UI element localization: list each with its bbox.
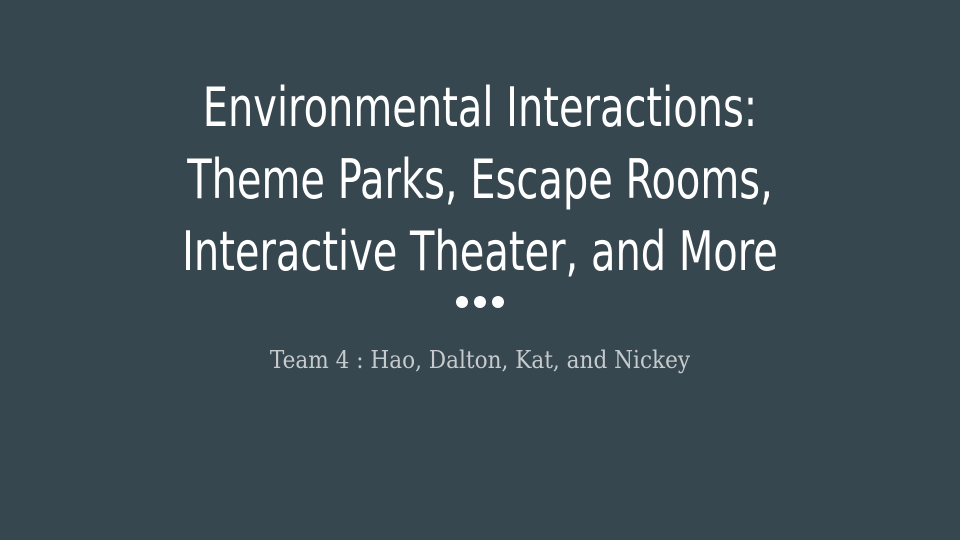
slide-title-line-1: Environmental Interactions:	[202, 76, 758, 139]
dot-icon	[474, 296, 486, 308]
dot-icon	[456, 296, 468, 308]
slide-title	[125, 72, 835, 288]
decorative-dots	[0, 296, 960, 308]
dot-icon	[492, 296, 504, 308]
slide-title-line-2: Theme Parks, Escape Rooms,	[187, 148, 773, 211]
slide-title-line-3: Interactive Theater, and More	[182, 220, 778, 283]
slide-subtitle: Team 4 : Hao, Dalton, Kat, and Nickey	[269, 346, 691, 374]
